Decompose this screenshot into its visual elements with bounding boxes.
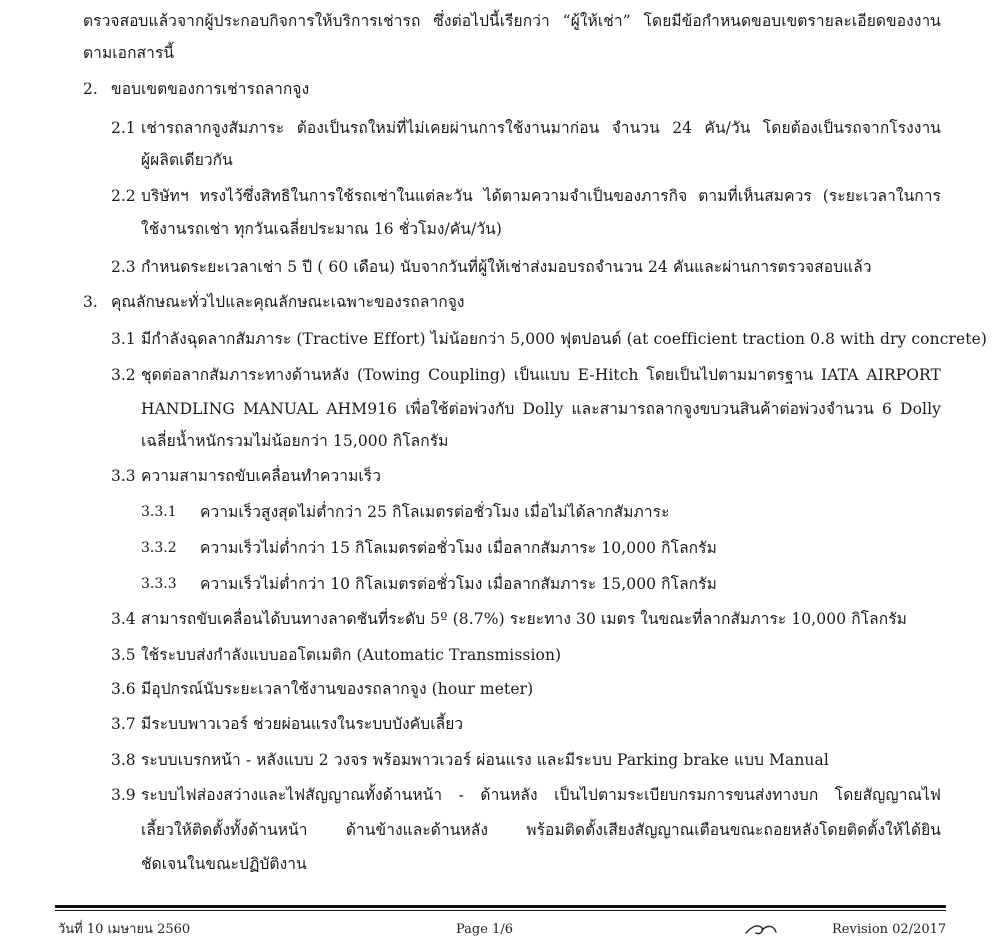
signature-initials: [744, 918, 784, 938]
item-3-2-number: 3.2: [111, 366, 136, 384]
item-3-6-line-1: มีอุปกรณ์นับระยะเวลาใช้งานของรถลากจูง (hour meter): [141, 680, 534, 698]
section-2-number: 2.: [83, 80, 98, 98]
footer-page-number: Page 1/6: [456, 922, 513, 937]
section-2-title: ขอบเขตของการเช่ารถลากจูง: [111, 80, 310, 98]
section-3-number: 3.: [83, 293, 98, 311]
item-2-1-line-1: เช่ารถลากจูงสัมภาระ ต้องเป็นรถใหม่ที่ไม่เคยผ่านการใช้งานมาก่อน จำนวน 24 คัน/วัน โดยต้องเป็นรถจากโรงงาน: [141, 119, 941, 137]
item-2-2-line-2: ใช้งานรถเช่า ทุกวันเฉลี่ยประมาณ 16 ชั่วโมง/คัน/วัน): [141, 220, 503, 238]
item-3-2-line-2: HANDLING MANUAL AHM916 เพื่อใช้ต่อพ่วงกับ Dolly และสามารถลากจูงขบวนสินค้าต่อพ่วงจำนวน 6 Dolly: [141, 400, 941, 418]
item-3-1-line-1: มีกำลังฉุดลากสัมภาระ (Tractive Effort) ไม่น้อยกว่า 5,000 ฟุตปอนด์ (at coefficient traction 0.8 with dry concrete): [141, 330, 988, 348]
item-2-2-number: 2.2: [111, 187, 136, 205]
item-3-3-number: 3.3: [111, 467, 136, 485]
intro-line-2: ตามเอกสารนี้: [83, 44, 175, 62]
subitem-3-3-2-text: ความเร็วไม่ต่ำกว่า 15 กิโลเมตรต่อชั่วโมง เมื่อลากสัมภาระ 10,000 กิโลกรัม: [200, 539, 717, 557]
footer-revision: Revision 02/2017: [832, 922, 947, 937]
subitem-3-3-3-number: 3.3.3: [141, 576, 177, 592]
footer-rule-thin: [55, 910, 946, 911]
item-3-9-line-3: ชัดเจนในขณะปฏิบัติงาน: [141, 855, 307, 873]
item-2-2-line-1: บริษัทฯ ทรงไว้ซึ่งสิทธิในการใช้รถเช่าในแต่ละวัน ได้ตามความจำเป็นของภารกิจ ตามที่เห็นสมควร (ระยะเวลาในการ: [141, 187, 941, 205]
item-2-3-line-1: กำหนดระยะเวลาเช่า 5 ปี ( 60 เดือน) นับจากวันที่ผู้ให้เช่าส่งมอบรถจำนวน 24 คันและผ่านการตรวจสอบแล้ว: [141, 258, 872, 276]
item-3-5-line-1: ใช้ระบบส่งกำลังแบบออโตเมติก (Automatic Transmission): [141, 646, 562, 664]
item-3-9-number: 3.9: [111, 786, 136, 804]
section-3-title: คุณลักษณะทั่วไปและคุณลักษณะเฉพาะของรถลากจูง: [111, 293, 465, 311]
footer-rule-thick: [55, 905, 946, 908]
item-3-6-number: 3.6: [111, 680, 136, 698]
item-3-9-line-2: เลี้ยวให้ติดตั้งทั้งด้านหน้า ด้านข้างและด้านหลัง พร้อมติดตั้งเสียงสัญญาณเตือนขณะถอยหลังโดยติดตั้งให้ได้ยิน: [141, 821, 941, 839]
subitem-3-3-3-text: ความเร็วไม่ต่ำกว่า 10 กิโลเมตรต่อชั่วโมง เมื่อลากสัมภาระ 15,000 กิโลกรัม: [200, 575, 717, 593]
item-3-2-line-3: เฉลี่ยน้ำหนักรวมไม่น้อยกว่า 15,000 กิโลกรัม: [141, 432, 449, 450]
item-3-1-number: 3.1: [111, 330, 136, 348]
item-2-1-number: 2.1: [111, 119, 136, 137]
item-3-7-number: 3.7: [111, 715, 136, 733]
item-3-3-line-1: ความสามารถขับเคลื่อนทำความเร็ว: [141, 467, 382, 485]
item-3-7-line-1: มีระบบพาวเวอร์ ช่วยผ่อนแรงในระบบบังคับเลี้ยว: [141, 715, 464, 733]
item-3-9-line-1: ระบบไฟส่องสว่างและไฟสัญญาณทั้งด้านหน้า - ด้านหลัง เป็นไปตามระเบียบกรมการขนส่งทางบก โดยสัญญาณไฟ: [141, 786, 941, 804]
item-2-1-line-2: ผู้ผลิตเดียวกัน: [141, 151, 233, 169]
item-3-5-number: 3.5: [111, 646, 136, 664]
item-3-8-line-1: ระบบเบรกหน้า - หลังแบบ 2 วงจร พร้อมพาวเวอร์ ผ่อนแรง และมีระบบ Parking brake แบบ Manual: [141, 751, 829, 769]
item-3-4-line-1: สามารถขับเคลื่อนได้บนทางลาดชันที่ระดับ 5º (8.7%) ระยะทาง 30 เมตร ในขณะที่ลากสัมภาระ 10,000 กิโลกรัม: [141, 610, 907, 628]
item-3-2-line-1: ชุดต่อลากสัมภาระทางด้านหลัง (Towing Coupling) เป็นแบบ E-Hitch โดยเป็นไปตามมาตรฐาน IATA AIRPORT: [141, 366, 941, 384]
item-3-4-number: 3.4: [111, 610, 136, 628]
item-2-3-number: 2.3: [111, 258, 136, 276]
item-3-8-number: 3.8: [111, 751, 136, 769]
subitem-3-3-1-number: 3.3.1: [141, 504, 177, 520]
intro-line-1: ตรวจสอบแล้วจากผู้ประกอบกิจการให้บริการเช่ารถ ซึ่งต่อไปนี้เรียกว่า “ผู้ให้เช่า” โดยมีข้อกำหนดขอบเขตรายละเอียดของงาน: [83, 12, 941, 30]
subitem-3-3-2-number: 3.3.2: [141, 540, 177, 556]
subitem-3-3-1-text: ความเร็วสูงสุดไม่ต่ำกว่า 25 กิโลเมตรต่อชั่วโมง เมื่อไม่ได้ลากสัมภาระ: [200, 503, 670, 521]
footer-date: วันที่ 10 เมษายน 2560: [58, 922, 191, 937]
